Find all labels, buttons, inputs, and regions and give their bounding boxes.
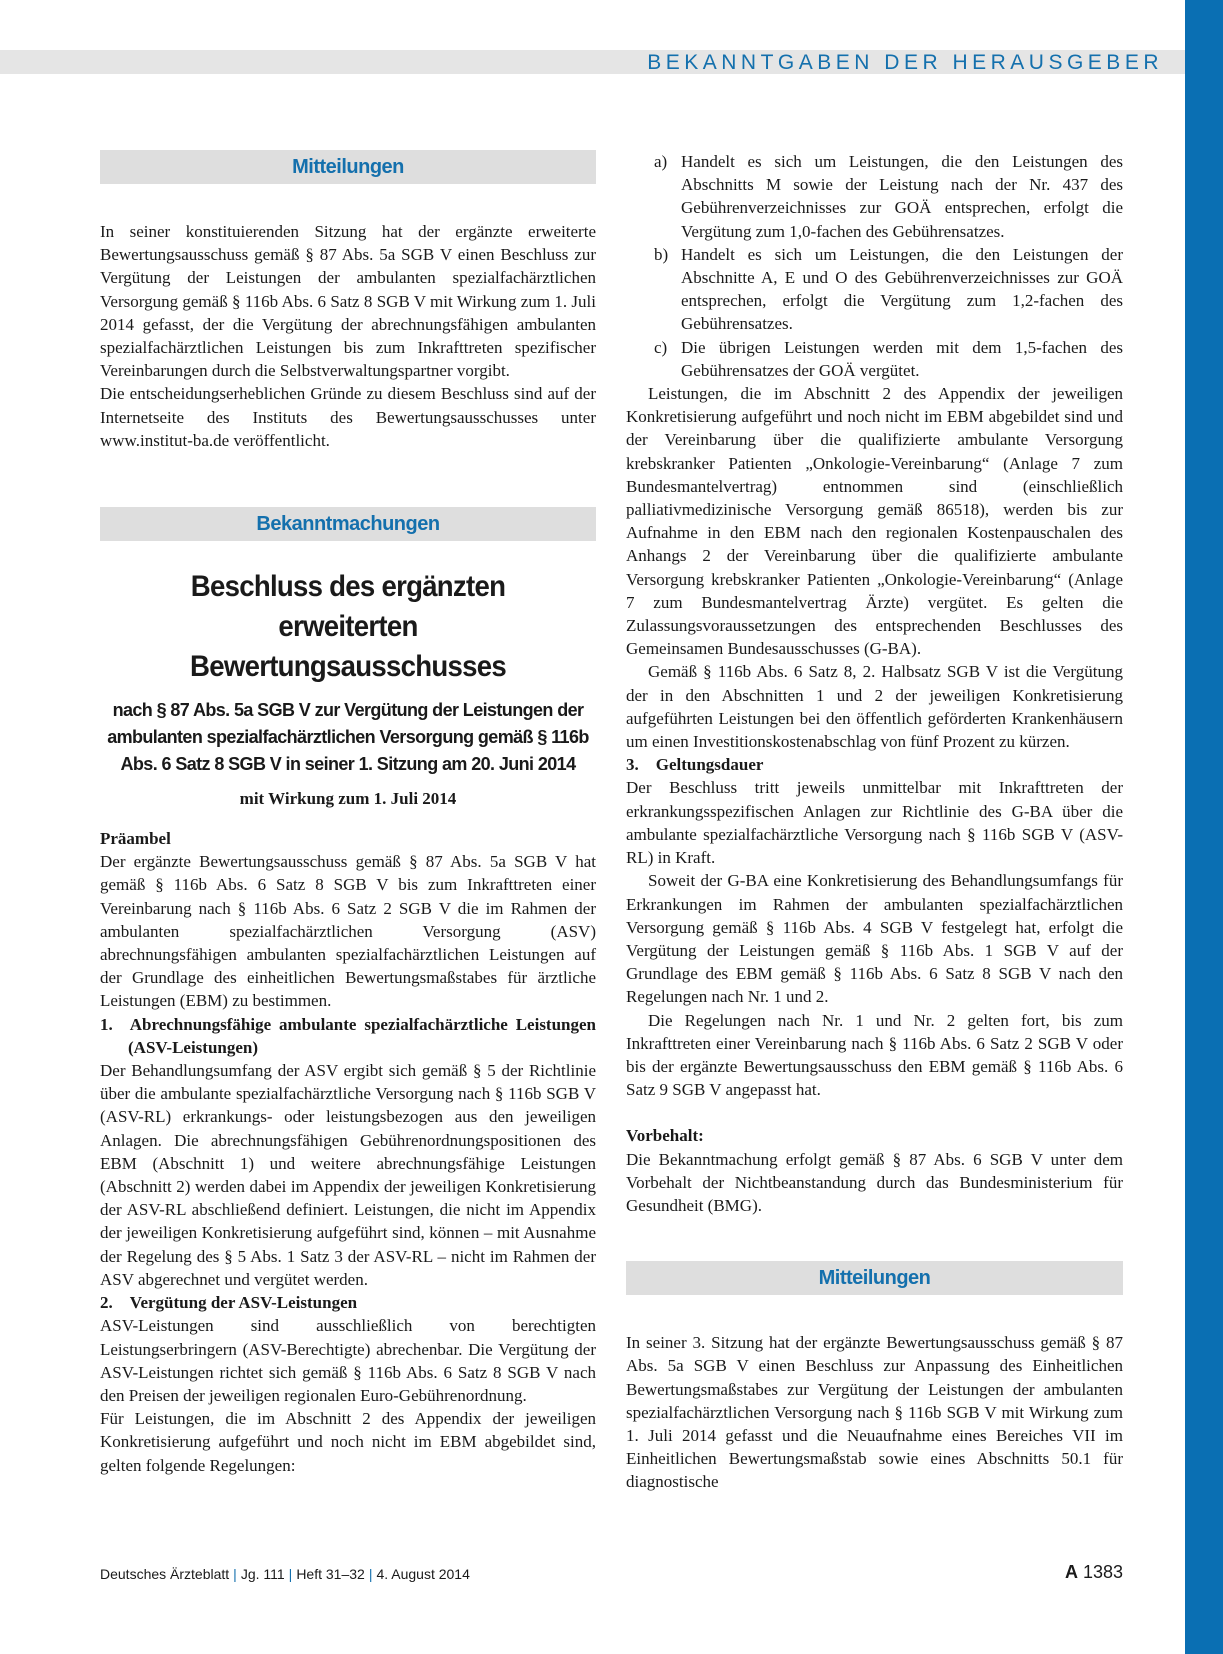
issue: Heft 31–32 (296, 1566, 365, 1582)
section-1-heading: 1. Abrechnungsfähige ambulante spezialfachärztliche Leistungen (ASV-Leistungen) (100, 1014, 596, 1057)
section-3-paragraph: Soweit der G-BA eine Konkretisierung des Behandlungsumfangs für Erkrankungen im Rahmen der ambulanten spezialfachärztlichen Versorgung gemäß § 116b Abs. 4 SGB V festgelegt hat, erfolgt die Vergütung der Leistungen gemäß § 116b Abs. 1 SGB V auf der Grundlage des EBM gemäß § 116b Abs. 6 Satz 8 SGB V nach den Regelungen nach Nr. 1 und 2. (626, 871, 1123, 1007)
list-item (626, 336, 1123, 382)
vorbehalt-text: Die Bekanntmachung erfolgt gemäß § 87 Abs. 6 SGB V unter dem Vorbehalt der Nichtbeanstandung durch das Bundesministerium für Gesundheit (BMG). (626, 1149, 1123, 1215)
remuneration-list (626, 150, 1123, 382)
mitteilungen-heading-2: Mitteilungen (626, 1261, 1123, 1295)
mitteilungen-paragraph-2: In seiner 3. Sitzung hat der ergänzte Bewertungsausschuss gemäß § 87 Abs. 5a SGB V einen Beschluss zur Anpassung des Einheitlichen Bewertungsmaßstabes zur Vergütung der Leistungen der ambulanten spezialfachärztlichen Versorgung nach § 116b SGB V mit Wirkung zum 1. Juli 2014 gefasst und die Neuaufnahme eines Bereiches VII im Einheitlichen Bewertungsmaßstab sowie eines Abschnitts 50.1 für diagnostische (626, 1333, 1123, 1492)
left-column (100, 150, 596, 1477)
article-title: Beschluss des ergänzten erweiterten Bewertungsausschusses (190, 570, 506, 684)
journal-name: Deutsches Ärzteblatt (100, 1566, 230, 1582)
page-number (1065, 1562, 1123, 1583)
section-3-paragraph: Die Regelungen nach Nr. 1 und Nr. 2 gelten fort, bis zum Inkrafttreten einer Vereinbarung nach § 116b Abs. 6 Satz 2 SGB V oder bis der ergänzte Bewertungsausschuss den EBM gemäß § 116b Abs. 6 Satz 9 SGB V angepasst hat. (626, 1010, 1123, 1100)
section-3-paragraph: Der Beschluss tritt jeweils unmittelbar mit Inkrafttreten der erkrankungsspezifischen Anlagen zur Richtlinie des G-BA über die ambulante spezialfachärztliche Versorgung nach § 116b SGB V (ASV-RL) in Kraft. (626, 778, 1123, 868)
section-1-text: Der Behandlungsumfang der ASV ergibt sich gemäß § 5 der Richtlinie über die ambulante spezialfachärztliche Versorgung nach § 116b SGB V (ASV-RL) erkrankungs- oder leistungsbezogen aus den jeweiligen Anlagen. Die abrechnungsfähigen Gebührenordnungspositionen des EBM (Abschnitt 1) und weitere abrechnungsfähige Leistungen (Abschnitt 2) werden dabei im Appendix der jeweiligen Konkretisierung der ASV-RL abschließend definiert. Leistungen, die nicht im Appendix der jeweiligen Konkretisierung aufgeführt sind, können – mit Ausnahme der Regelung des § 5 Abs. 1 Satz 3 der ASV-RL – nicht im Rahmen der ASV abgerechnet und vergütet werden. (100, 1061, 596, 1289)
article-subtitle: nach § 87 Abs. 5a SGB V zur Vergütung der Leistungen der ambulanten spezialfachärztlichen Versorgung gemäß § 116b Abs. 6 Satz 8 SGB V in seiner 1. Sitzung am 20. Juni 2014 (107, 700, 589, 775)
effective-date: mit Wirkung zum 1. Juli 2014 (239, 789, 457, 809)
list-item-text: Handelt es sich um Leistungen, die den Leistungen des Abschnitts M sowie der Leistung nach der Nr. 437 des Gebührenverzeichnisses zur GOÄ entsprechen, erfolgt die Vergütung zum 1,0-fachen des Gebührensatzes. (681, 152, 1123, 241)
separator: | (288, 1566, 293, 1582)
right-column (626, 150, 1123, 1494)
mitteilungen-heading: Mitteilungen (100, 150, 596, 184)
mitteilungen-paragraph: Die entscheidungserheblichen Gründe zu diesem Beschluss sind auf der Internetseite des Instituts des Bewertungsausschusses unter www.institut-ba.de veröffentlicht. (100, 384, 596, 450)
section-2-paragraph: ASV-Leistungen sind ausschließlich von berechtigten Leistungserbringern (ASV-Berechtigte) abrechenbar. Die Vergütung der ASV-Leistungen richtet sich gemäß § 116b Abs. 6 Satz 8 SGB V nach den Preisen der jeweiligen regionalen Euro-Gebührenordnung. (100, 1316, 596, 1405)
separator: | (233, 1566, 237, 1582)
vorbehalt-heading: Vorbehalt: (626, 1126, 704, 1146)
section-title: BEKANNTGABEN DER HERAUSGEBER (647, 51, 1163, 74)
list-item-text: Handelt es sich um Leistungen, die den Leistungen der Abschnitte A, E und O des Gebührenverzeichnisses zur GOÄ entsprechen, erfolgt die Vergütung zum 1,2-fachen des Gebührensatzes. (681, 244, 1123, 334)
body-paragraph: Leistungen, die im Abschnitt 2 des Appendix der jeweiligen Konkretisierung aufgeführt und noch nicht im EBM abgebildet sind und der Vereinbarung über die qualifizierte ambulante Versorgung krebskranker Patienten „Onkologie-Vereinbarung“ (Anlage 7 zum Bundesmantelvertrag) entnommen sind (einschließlich palliativmedizinische Versorgung gemäß 86518), werden bis zur Aufnahme in den EBM nach den regionalen Kostenpauschalen des Anhangs 2 der Vereinbarung über die qualifizierte ambulante Versorgung krebskranker Patienten „Onkologie-Vereinbarung“ (Anlage 7 zum Bundesmantelvertrag Ärzte) vergütet. Es gelten die Zulassungsvoraussetzungen des entsprechenden Beschlusses des Gemeinsamen Bundesausschusses (G-BA). (626, 384, 1123, 659)
mitteilungen-paragraph: In seiner konstituierenden Sitzung hat der ergänzte erweiterte Bewertungsausschuss gemäß § 87 Abs. 5a SGB V einen Beschluss zur Vergütung der Leistungen der ambulanten spezialfachärztlichen Versorgung gemäß § 116b Abs. 6 Satz 8 SGB V mit Wirkung zum 1. Juli 2014 gefasst, der die Vergütung der abrechnungsfähigen ambulanten spezialfachärztlichen Leistungen bis zum Inkrafttreten spezifischer Vereinbarungen durch die Selbstverwaltungspartner vorgibt. (100, 222, 596, 381)
section-2-paragraph: Für Leistungen, die im Abschnitt 2 des Appendix der jeweiligen Konkretisierung aufgeführt und noch nicht im EBM abgebildet sind, gelten folgende Regelungen: (100, 1409, 596, 1475)
list-marker: c) (654, 337, 668, 357)
list-marker: a) (654, 152, 668, 171)
page-num: 1383 (1082, 1562, 1123, 1582)
issue-date: 4. August 2014 (376, 1566, 470, 1582)
list-marker: b) (654, 244, 669, 264)
volume: Jg. 111 (240, 1566, 285, 1582)
page-prefix: A (1064, 1562, 1078, 1582)
edge-color-bar (1185, 0, 1223, 1654)
praeambel-text: Der ergänzte Bewertungsausschuss gemäß § 87 Abs. 5a SGB V hat gemäß § 116b Abs. 6 Satz 8 SGB V bis zum Inkrafttreten einer Vereinbarung nach § 116b Abs. 6 Satz 2 SGB V die im Rahmen der ambulanten spezialfachärztlichen Versorgung (ASV) abrechnungsfähigen ambulanten spezialfachärztlichen Leistungen auf der Grundlage des einheitlichen Bewertungsmaßstabes für ärztliche Leistungen (EBM) zu bestimmen. (100, 852, 596, 1011)
page-footer (100, 1562, 1123, 1586)
section-3-heading: 3. Geltungsdauer (626, 755, 764, 775)
section-2-heading: 2. Vergütung der ASV-Leistungen (100, 1293, 358, 1313)
footer-citation (100, 1566, 470, 1582)
list-item-text: Die übrigen Leistungen werden mit dem 1,5-fachen des Gebührensatzes der GOÄ vergütet. (681, 337, 1123, 380)
bekanntmachungen-heading: Bekanntmachungen (100, 507, 596, 541)
body-paragraph: Gemäß § 116b Abs. 6 Satz 8, 2. Halbsatz SGB V ist die Vergütung der in den Abschnitten 1 und 2 der jeweiligen Konkretisierung aufgeführten Leistungen bei den öffentlich geförderten Krankenhäusern um einen Investitionskostenabschlag von fünf Prozent zu kürzen. (626, 662, 1123, 752)
praeambel-heading: Präambel (100, 829, 171, 849)
list-item (626, 243, 1123, 336)
list-item (626, 150, 1123, 243)
separator: | (368, 1566, 373, 1582)
